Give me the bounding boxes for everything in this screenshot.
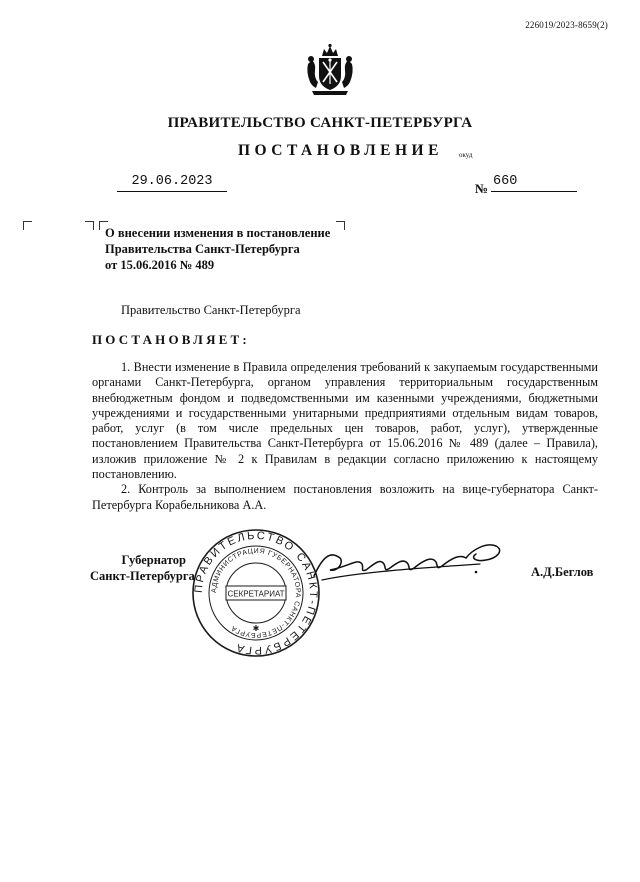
paragraph: 1. Внести изменение в Правила определения требований к закупаемым государственными органами Санкт-Петербурга, органом управления территориальным государственным внебюджетным фондом и подведомственными им казенными учреждениями, бюджетными учреждениями и государственными унитарными предприятиями отдельным видам товаров, работ, услуг (в том числе предельных цен товаров, работ, услуг), утвержденные постановлением Правительства Санкт-Петербурга от 15.06.2016 № 489 (далее – Правила), изложив приложение № 2 к Правилам в редакции согласно приложению к настоящему постановлению.: [92, 360, 598, 482]
signer-name: А.Д.Беглов: [531, 565, 594, 579]
stamp-outer-text: ПРАВИТЕЛЬСТВО САНКТ-ПЕТЕРБУРГА: [192, 529, 320, 657]
body-text: [92, 360, 598, 513]
corner-mark: [85, 221, 94, 230]
number-sign: №: [475, 181, 489, 196]
coat-of-arms-icon: [302, 42, 358, 98]
okud-label: окуд: [459, 151, 473, 159]
paragraph: 2. Контроль за выполнением постановления возложить на вице-губернатора Санкт-Петербурга Корабельникова А.А.: [92, 482, 598, 512]
stamp-center-text: СЕКРЕТАРИАТ: [227, 589, 285, 599]
stamp-inner-text: АДМИНИСТРАЦИЯ ГУБЕРНАТОРА САНКТ-ПЕТЕРБУРГА: [210, 547, 302, 639]
government-title: ПРАВИТЕЛЬСТВО САНКТ-ПЕТЕРБУРГА: [167, 115, 473, 131]
document-date: 29.06.2023: [117, 174, 227, 192]
signature: [300, 528, 510, 590]
subject-line: Правительства Санкт-Петербурга: [105, 242, 300, 256]
subject-line: от 15.06.2016 № 489: [105, 258, 215, 272]
star-icon: ✱: [252, 624, 260, 633]
document-type-title: ПОСТАНОВЛЕНИЕ: [238, 142, 443, 159]
intro-text: Правительство Санкт-Петербурга: [121, 303, 301, 317]
signer-position: [90, 553, 195, 584]
document-subject: [105, 225, 355, 273]
corner-mark: [23, 221, 32, 230]
document-number: 660: [491, 174, 577, 192]
document-id: 226019/2023-8659(2): [525, 20, 608, 30]
decree-heading: ПОСТАНОВЛЯЕТ:: [92, 332, 250, 347]
subject-line: О внесении изменения в постановление: [105, 226, 331, 240]
position-line: Губернатор: [121, 553, 186, 567]
position-line: Санкт-Петербурга: [90, 568, 195, 583]
